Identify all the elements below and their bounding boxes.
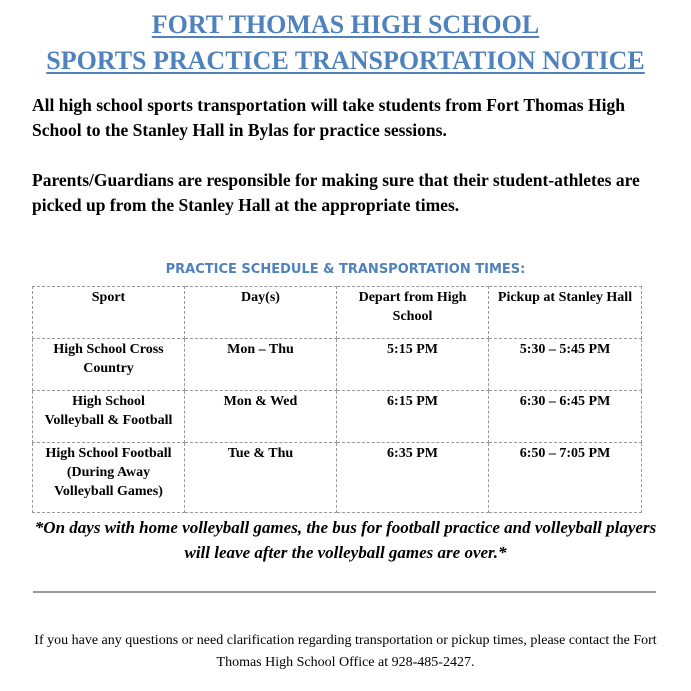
cell-pickup: 6:30 – 6:45 PM — [489, 391, 642, 443]
cell-days: Mon & Wed — [185, 391, 337, 443]
cell-days: Tue & Thu — [185, 443, 337, 513]
home-games-note: *On days with home volleyball games, the bus for football practice and volleyball players will leave after the volleyball games are over.* — [34, 518, 657, 562]
cell-sport: High School Football (During Away Volleyball Games) — [33, 443, 185, 513]
table-row — [33, 339, 642, 391]
schedule-table — [32, 286, 642, 513]
cell-depart: 6:35 PM — [337, 443, 489, 513]
table-header-row — [33, 287, 642, 339]
page-subtitle: SPORTS PRACTICE TRANSPORTATION NOTICE — [46, 46, 645, 75]
schedule-heading: PRACTICE SCHEDULE & TRANSPORTATION TIMES: — [165, 262, 526, 277]
intro-paragraph-pickup: Parents/Guardians are responsible for making sure that their student-athletes are picked up from the Stanley Hall at the appropriate times. — [32, 170, 640, 215]
cell-depart: 6:15 PM — [337, 391, 489, 443]
table-row — [33, 391, 642, 443]
intro-paragraph-transportation: All high school sports transportation will take students from Fort Thomas High School to the Stanley Hall in Bylas for practice sessions. — [32, 95, 625, 140]
cell-pickup: 6:50 – 7:05 PM — [489, 443, 642, 513]
cell-sport: High School Cross Country — [33, 339, 185, 391]
cell-pickup: 5:30 – 5:45 PM — [489, 339, 642, 391]
contact-footer: If you have any questions or need clarification regarding transportation or pickup times, please contact the Fort Thomas High School Office at 928-485-2427. — [34, 633, 657, 670]
table-row — [33, 443, 642, 513]
cell-depart: 5:15 PM — [337, 339, 489, 391]
column-header-pickup: Pickup at Stanley Hall — [489, 287, 642, 339]
column-header-days: Day(s) — [185, 287, 337, 339]
column-header-depart: Depart from High School — [337, 287, 489, 339]
divider — [33, 591, 656, 593]
column-header-sport: Sport — [33, 287, 185, 339]
cell-sport: High School Volleyball & Football — [33, 391, 185, 443]
cell-days: Mon – Thu — [185, 339, 337, 391]
page-title: FORT THOMAS HIGH SCHOOL — [151, 10, 540, 39]
